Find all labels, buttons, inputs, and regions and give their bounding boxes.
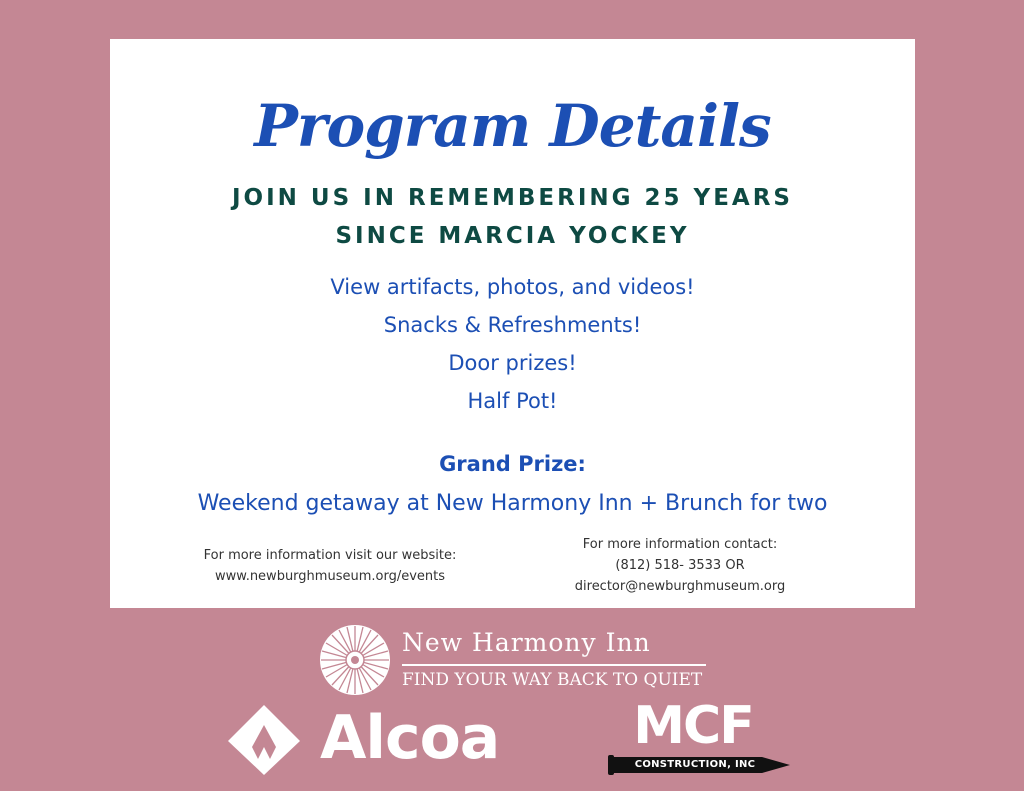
new-harmony-inn-tagline: FIND YOUR WAY BACK TO QUIET xyxy=(402,670,703,690)
mcf-name: MCF xyxy=(633,696,753,756)
feature-list xyxy=(110,268,915,420)
program-card xyxy=(110,39,915,608)
spiral-shell-logo-icon xyxy=(318,623,392,697)
grand-prize-label: Grand Prize: xyxy=(439,452,586,476)
contact-info xyxy=(550,534,810,597)
subheading xyxy=(110,179,915,255)
feature-item: View artifacts, photos, and videos! xyxy=(330,275,695,299)
alcoa-triangle-logo-icon xyxy=(226,703,302,775)
grand-prize-text: Weekend getaway at New Harmony Inn + Brunch for two xyxy=(197,491,828,516)
new-harmony-inn-name: New Harmony Inn xyxy=(402,628,651,657)
feature-item: Snacks & Refreshments! xyxy=(383,313,642,337)
contact-email[interactable]: director@newburghmuseum.org xyxy=(574,579,786,594)
website-info xyxy=(180,545,480,587)
contact-phone[interactable]: (812) 518- 3533 OR xyxy=(615,558,745,573)
feature-item: Half Pot! xyxy=(467,389,558,413)
subheading-line-1: JOIN US IN REMEMBERING 25 YEARS xyxy=(232,185,793,211)
subheading-line-2: SINCE MARCIA YOCKEY xyxy=(335,223,690,249)
website-label: For more information visit our website: xyxy=(203,548,457,563)
alcoa-name: Alcoa xyxy=(320,703,500,773)
contact-label: For more information contact: xyxy=(582,537,778,552)
website-link[interactable]: www.newburghmuseum.org/events xyxy=(214,569,445,584)
page-title: Program Details xyxy=(254,92,771,160)
mcf-subtitle: CONSTRUCTION, INC xyxy=(634,759,756,770)
feature-item: Door prizes! xyxy=(448,351,577,375)
new-harmony-inn-divider xyxy=(402,664,706,666)
